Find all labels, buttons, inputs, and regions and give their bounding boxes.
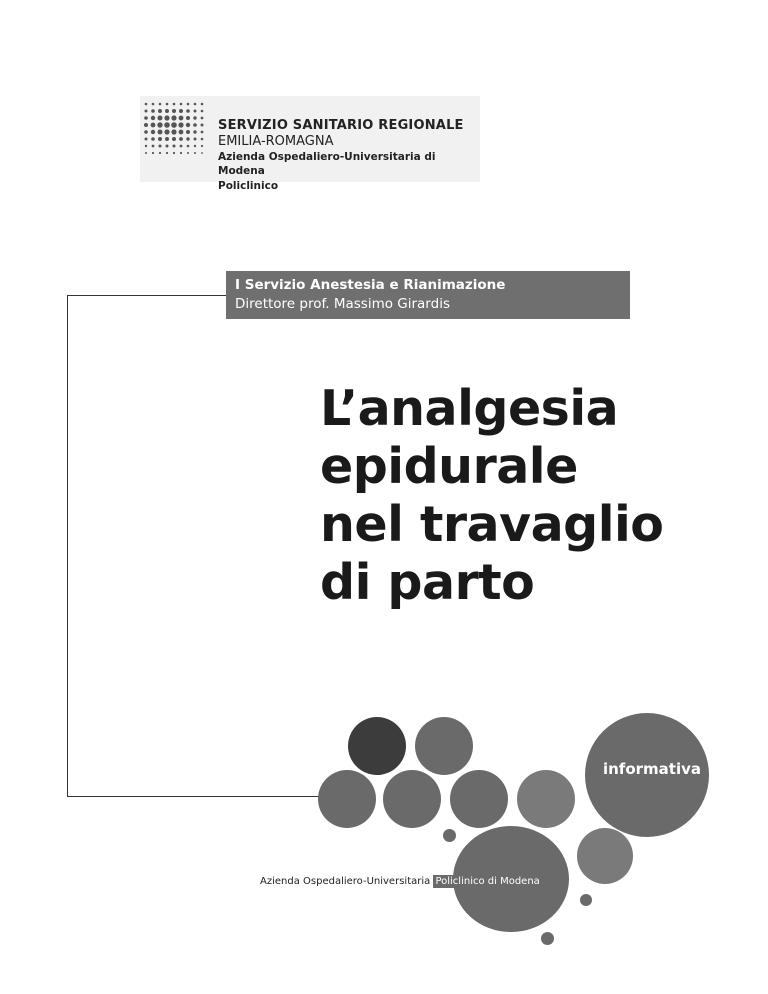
circle-top-mid bbox=[415, 717, 473, 775]
circle-row-3 bbox=[450, 770, 508, 828]
title-line-3: nel travaglio bbox=[320, 496, 664, 553]
title-line-4: di parto bbox=[320, 554, 535, 611]
department-name: I Servizio Anestesia e Rianimazione bbox=[235, 277, 506, 293]
circle-row-1 bbox=[318, 770, 376, 828]
logo-dot-grid-icon bbox=[140, 96, 216, 166]
frame-line-left bbox=[67, 295, 68, 797]
frame-line-top bbox=[67, 295, 227, 296]
footer-publisher bbox=[260, 876, 542, 887]
logo-policlinico: Policlinico bbox=[218, 180, 279, 192]
title-line-1: L’analgesia bbox=[320, 380, 619, 437]
logo-region: EMILIA-ROMAGNA bbox=[218, 134, 334, 149]
dot-small-3 bbox=[541, 932, 554, 945]
document-title bbox=[320, 380, 750, 612]
logo bbox=[140, 96, 480, 192]
logo-hospital: Azienda Ospedaliero-Universitaria di Modena bbox=[218, 151, 436, 177]
footer-highlight: Policlinico di Modena bbox=[435, 876, 540, 887]
footer-prefix: Azienda Ospedaliero-Universitaria bbox=[260, 876, 431, 887]
dot-small-2 bbox=[580, 894, 592, 906]
informativa-label: informativa bbox=[602, 760, 701, 778]
circle-row-4 bbox=[517, 770, 575, 828]
title-line-2: epidurale bbox=[320, 438, 578, 495]
circle-dark bbox=[348, 717, 406, 775]
circle-row-2 bbox=[383, 770, 441, 828]
logo-text bbox=[218, 118, 480, 178]
department-director: Direttore prof. Massimo Girardis bbox=[235, 296, 450, 312]
frame-line-bottom bbox=[67, 796, 322, 797]
dot-small-1 bbox=[443, 829, 456, 842]
logo-service-name: SERVIZIO SANITARIO REGIONALE bbox=[218, 118, 464, 133]
department-banner bbox=[226, 271, 630, 319]
circle-bottom-right bbox=[577, 828, 633, 884]
